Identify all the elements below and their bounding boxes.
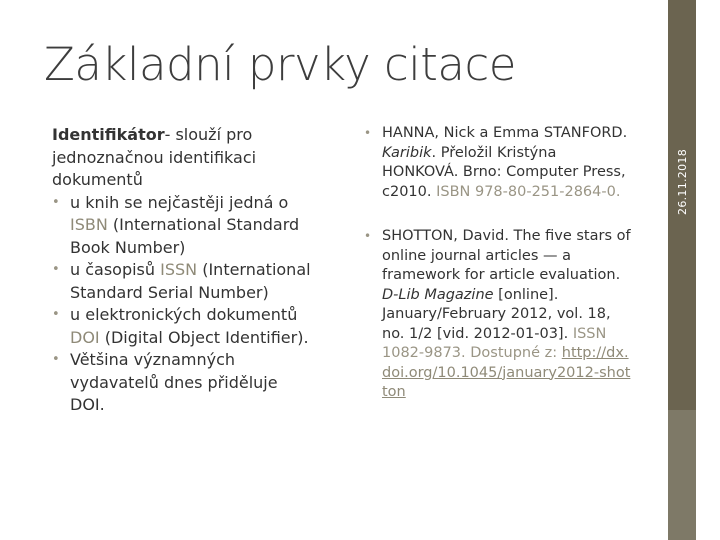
slide-title: Základní prvky citace <box>44 38 516 91</box>
citation-shotton: • SHOTTON, David. The five stars of online journal articles — a framework for article evaluation. D-Lib Magazine [online]. January/February 2012, vol. 18, no. 1/2 [vid. 2012-01-03]. ISSN 1082-9873. Dostupné z: http://dx.doi.org/10.1045/january2012-shotton <box>364 228 631 400</box>
bullet-icon: • <box>364 126 372 140</box>
sidebar-band-lower <box>668 410 696 540</box>
list-item: • u elektronických dokumentů DOI (Digital Object Identifier). <box>52 305 309 347</box>
slide-date: 26.11.2018 <box>675 149 689 215</box>
bullet-icon: • <box>52 307 60 322</box>
intro-text: - slouží pro jednoznačnou identifikaci dokumentů <box>52 125 257 189</box>
list-item: • u knih se nejčastěji jedná o ISBN (International Standard Book Number) <box>52 192 300 257</box>
right-margin <box>696 0 720 540</box>
doi-link[interactable]: http://dx.doi.org/10.1045/january2012-shotton <box>382 345 631 400</box>
isbn-term: ISBN <box>70 215 108 234</box>
right-column <box>364 124 636 428</box>
intro-bold: Identifikátor <box>52 125 165 144</box>
bullet-icon: • <box>52 194 60 210</box>
left-column <box>52 124 314 417</box>
bullet-icon: • <box>52 352 60 367</box>
list-item: • Většina významných vydavatelů dnes přiděluje DOI. <box>52 350 278 414</box>
intro-paragraph <box>52 124 314 192</box>
citation-hanna: • HANNA, Nick a Emma STANFORD. Karibik. Přeložil Kristýna HONKOVÁ. Brno: Computer Press, c2010. ISBN 978-80-251-2864-0. <box>364 125 628 200</box>
issn-term: ISSN <box>160 260 198 279</box>
bullet-icon: • <box>364 229 372 243</box>
doi-term: DOI <box>70 327 100 347</box>
bullet-icon: • <box>52 262 60 277</box>
identifier-list <box>52 192 314 417</box>
date-label <box>668 0 696 215</box>
list-item: • u časopisů ISSN (International Standard Serial Number) <box>52 260 311 302</box>
